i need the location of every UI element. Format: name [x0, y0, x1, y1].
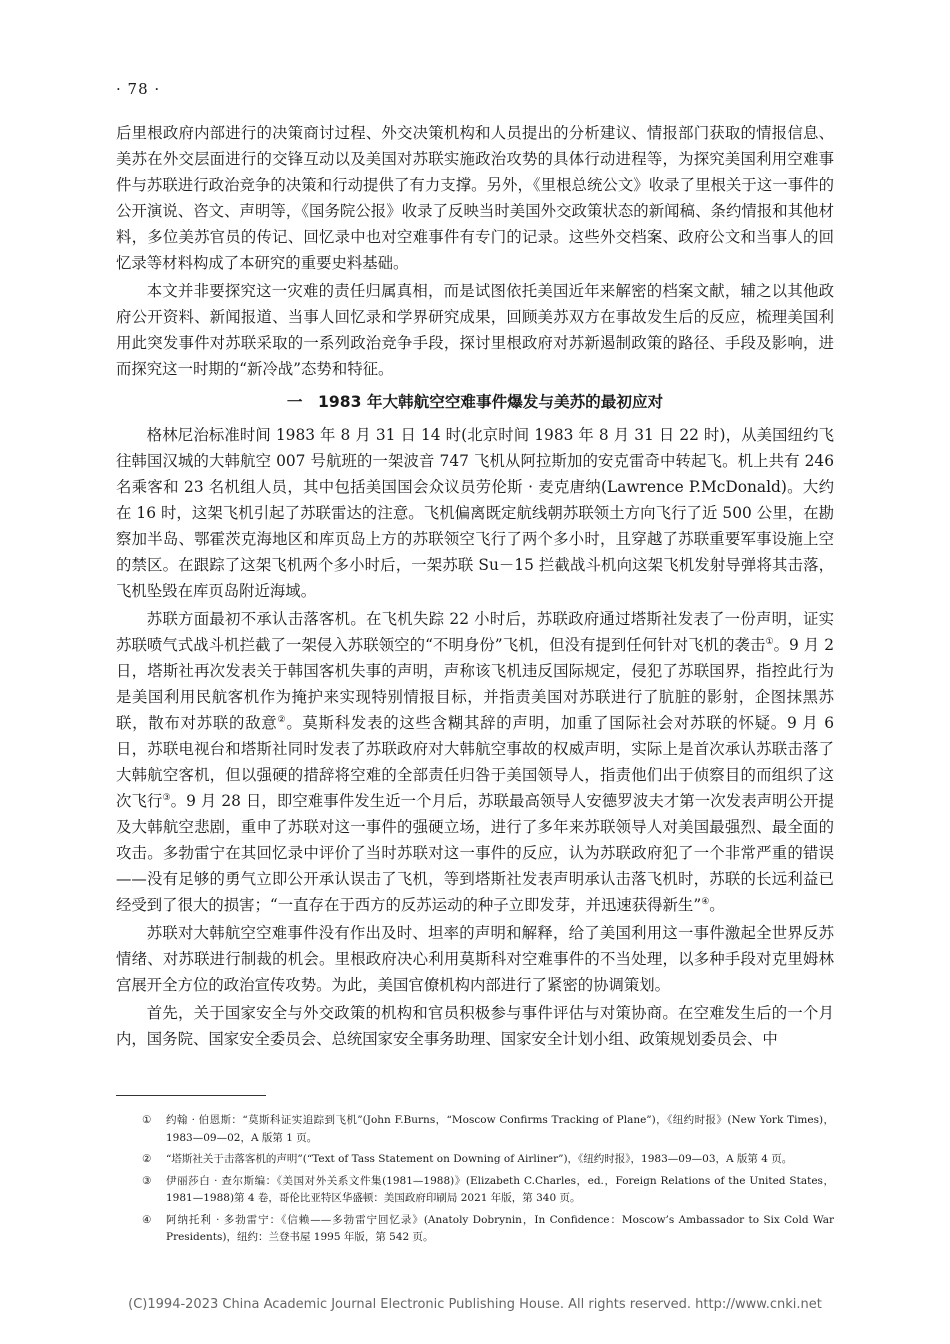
- body-text: [116, 120, 834, 1054]
- footnote-4: [142, 1212, 834, 1247]
- footnote-ref-4[interactable]: ④: [701, 896, 710, 907]
- page-number: · 78 ·: [116, 80, 161, 98]
- footnote-text: “塔斯社关于击落客机的声明”(“Text of Tass Statement on Downing of Airliner”)，《纽约时报》，1983—09—03，A 版第 4 页。: [166, 1153, 793, 1165]
- footnote-marker: ③: [142, 1174, 152, 1187]
- footnote-ref-1[interactable]: ①: [765, 636, 774, 647]
- footnote-ref-2[interactable]: ②: [277, 714, 287, 725]
- copyright-footer: (C)1994-2023 China Academic Journal Electronic Publishing House. All rights reserved. http://www.cnki.net: [128, 1297, 822, 1312]
- footnote-marker: ④: [142, 1213, 152, 1226]
- footnote-ref-3[interactable]: ③: [162, 792, 171, 803]
- footnote-marker: ②: [142, 1153, 152, 1165]
- p4-segment-1: 苏联方面最初不承认击落客机。在飞机失踪 22 小时后，苏联政府通过塔斯社发表了一份声明，证实苏联喷气式战斗机拦截了一架侵入苏联领空的“不明身份”飞机，但没有提到任何针对飞机的袭击: [116, 610, 834, 654]
- footnote-1: [142, 1112, 834, 1147]
- paragraph-1: 后里根政府内部进行的决策商讨过程、外交决策机构和人员提出的分析建议、情报部门获取的情报信息、美苏在外交层面进行的交锋互动以及美国对苏联实施政治攻势的具体行动进程等，为探究美国利用空难事件与苏联进行政治竞争的决策和行动提供了有力支撑。另外，《里根总统公文》收录了里根关于这一事件的公开演说、咨文、声明等，《国务院公报》收录了反映当时美国外交政策状态的新闻稿、条约情报和其他材料，多位美苏官员的传记、回忆录中也对空难事件有专门的记录。这些外交档案、政府公文和当事人的回忆录等材料构成了本研究的重要史料基础。: [116, 124, 834, 272]
- footnote-text: 约翰 · 伯恩斯：“莫斯科证实追踪到飞机”(John F.Burns，“Moscow Confirms Tracking of Plane”)，《纽约时报》(New York Times)，1983—09—02，A 版第 1 页。: [166, 1114, 834, 1144]
- paragraph-4: [116, 606, 834, 918]
- footnote-marker: ①: [142, 1114, 152, 1126]
- footnote-text: 阿纳托利 · 多勃雷宁：《信赖——多勃雷宁回忆录》(Anatoly Dobrynin，In Confidence：Moscow’s Ambassador to Six Cold War Presidents)，纽约：兰登书屋 1995 年版，第 542 页。: [166, 1213, 834, 1243]
- p4-segment-5: 。: [709, 896, 725, 914]
- footnote-text: 伊丽莎白 · 查尔斯编：《美国对外关系文件集(1981—1988)》(Elizabeth C.Charles，ed.，Foreign Relations of the United States，1981—1988)第 4 卷，哥伦比亚特区华盛顿：美国政府印刷局 2021 年版，第 340 页。: [166, 1174, 834, 1204]
- footnote-divider: [116, 1095, 266, 1096]
- paragraph-2: 本文并非要探究这一灾难的责任归属真相，而是试图依托美国近年来解密的档案文献，辅之以其他政府公开资料、新闻报道、当事人回忆录和学界研究成果，回顾美苏双方在事故发生后的反应，梳理美国利用此突发事件对苏联采取的一系列政治竞争手段，探讨里根政府对苏新遏制政策的路径、手段及影响，进而探究这一时期的“新冷战”态势和特征。: [116, 282, 834, 378]
- section-heading: 一 1983 年大韩航空空难事件爆发与美苏的最初应对: [286, 393, 664, 411]
- paragraph-5: 苏联对大韩航空空难事件没有作出及时、坦率的声明和解释，给了美国利用这一事件激起全世界反苏情绪、对苏联进行制裁的机会。里根政府决心利用莫斯科对空难事件的不当处理，以多种手段对克里姆林宫展开全方位的政治宣传攻势。为此，美国官僚机构内部进行了紧密的协调策划。: [116, 924, 834, 994]
- p4-segment-4: 。9 月 28 日，即空难事件发生近一个月后，苏联最高领导人安德罗波夫才第一次发表声明公开提及大韩航空悲剧，重申了苏联对这一事件的强硬立场，进行了多年来苏联领导人对美国最强烈、最全面的攻击。多勃雷宁在其回忆录中评价了当时苏联对这一事件的反应，认为苏联政府犯了一个非常严重的错误——没有足够的勇气立即公开承认误击了飞机，等到塔斯社发表声明承认击落飞机时，苏联的长远利益已经受到了很大的损害；“一直存在于西方的反苏运动的种子立即发芽，并迅速获得新生”: [116, 792, 834, 914]
- paragraph-3: 格林尼治标准时间 1983 年 8 月 31 日 14 时(北京时间 1983 年 8 月 31 日 22 时)，从美国纽约飞往韩国汉城的大韩航空 007 号航班的一架波音 747 飞机从阿拉斯加的安克雷奇中转起飞。机上共有 246 名乘客和 23 名机组人员，其中包括美国国会众议员劳伦斯 · 麦克唐纳(Lawrence P.McDonald)。大约在 16 时，这架飞机引起了苏联雷达的注意。飞机偏离既定航线朝苏联领土方向飞行了近 500 公里，在勘察加半岛、鄂霍茨克海地区和库页岛上方的苏联领空飞行了两个多小时，且穿越了苏联重要军事设施上空的禁区。在跟踪了这架飞机两个多小时后，一架苏联 Su－15 拦截战斗机向这架飞机发射导弹将其击落，飞机坠毁在库页岛附近海域。: [116, 426, 834, 600]
- footnotes: [142, 1112, 834, 1251]
- p4-segment-3: 。莫斯科发表的这些含糊其辞的声明，加重了国际社会对苏联的怀疑。9 月 6 日，苏联电视台和塔斯社同时发表了苏联政府对大韩航空事故的权威声明，实际上是首次承认苏联击落了大韩航空客机，但以强硬的措辞将空难的全部责任归咎于美国领导人，指责他们出于侦察目的而组织了这次飞行: [116, 714, 834, 810]
- p4-segment-2: 。9 月 2 日，塔斯社再次发表关于韩国客机失事的声明，声称该飞机违反国际规定，侵犯了苏联国界，指控此行为是美国利用民航客机作为掩护来实现特别情报目标，并指责美国对苏联进行了肮脏的影射，企图抹黑苏联，散布对苏联的敌意: [116, 636, 834, 732]
- paragraph-6: 首先，关于国家安全与外交政策的机构和官员积极参与事件评估与对策协商。在空难发生后的一个月内，国务院、国家安全委员会、总统国家安全事务助理、国家安全计划小组、政策规划委员会、中: [116, 1004, 834, 1048]
- footnote-3: [142, 1173, 834, 1208]
- footnote-2: [142, 1151, 834, 1169]
